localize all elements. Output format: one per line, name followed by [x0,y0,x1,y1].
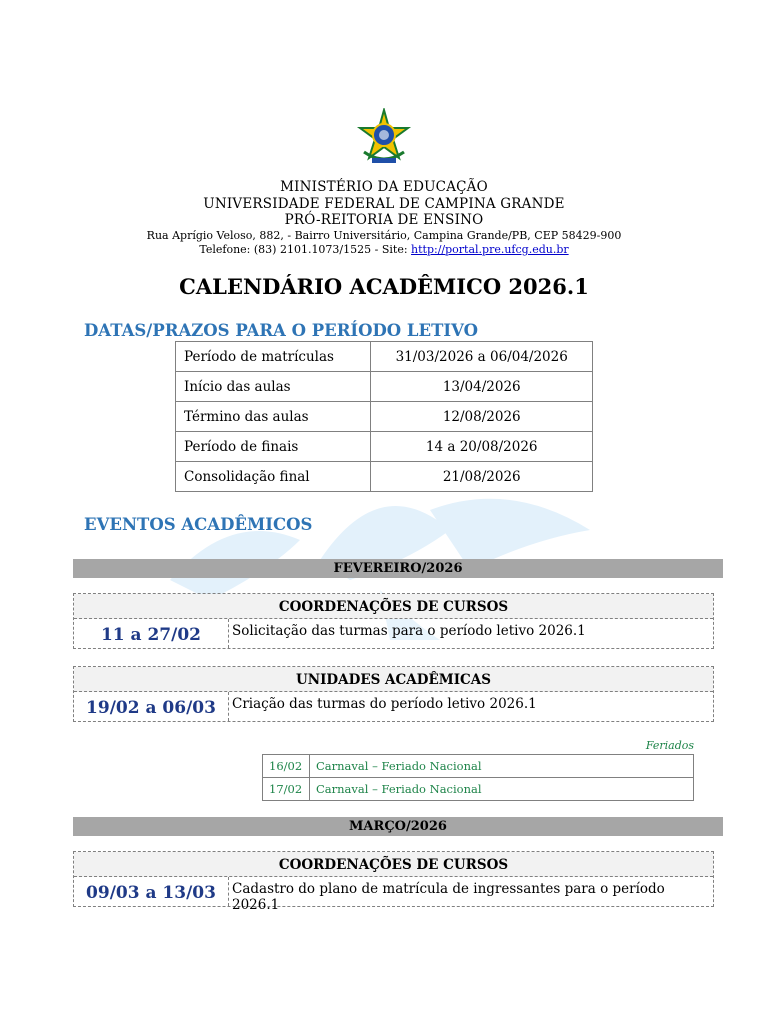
event-block [73,851,714,913]
date-label: Início das aulas [176,372,371,402]
holidays-label: Feriados [645,739,694,752]
month-bar-march: MARÇO/2026 [73,817,723,836]
event-date: 19/02 a 06/03 [74,692,229,721]
phone-text: Telefone: (83) 2101.1073/1525 - Site: [199,243,412,256]
page-title: CALENDÁRIO ACADÊMICO 2026.1 [179,274,589,299]
date-value: 21/08/2026 [371,462,593,492]
event-date: 11 a 27/02 [74,619,229,648]
table-row [176,432,593,462]
event-row [74,692,713,721]
date-label: Término das aulas [176,402,371,432]
brazil-coat-of-arms-icon [354,108,414,168]
dates-table [175,341,593,492]
ministry-name: MINISTÉRIO DA EDUCAÇÃO [280,179,488,195]
table-row [263,755,694,778]
event-date: 09/03 a 13/03 [74,877,229,906]
table-row [176,342,593,372]
event-description: Criação das turmas do período letivo 2026.1 [232,696,537,712]
university-name: UNIVERSIDADE FEDERAL DE CAMPINA GRANDE [203,196,565,212]
date-value: 13/04/2026 [371,372,593,402]
event-block [73,593,714,649]
event-row [74,877,713,913]
date-value: 31/03/2026 a 06/04/2026 [371,342,593,372]
event-row [74,619,713,648]
event-group-title: COORDENAÇÕES DE CURSOS [74,852,713,877]
holidays-table [262,754,694,801]
date-label: Período de matrículas [176,342,371,372]
month-bar-february: FEVEREIRO/2026 [73,559,723,578]
date-value: 12/08/2026 [371,402,593,432]
date-label: Consolidação final [176,462,371,492]
event-group-title: UNIDADES ACADÊMICAS [74,667,713,692]
event-group-title: COORDENAÇÕES DE CURSOS [74,594,713,619]
events-heading: EVENTOS ACADÊMICOS [84,515,313,534]
date-label: Período de finais [176,432,371,462]
holiday-date: 17/02 [263,778,310,801]
office-name: PRÓ-REITORIA DE ENSINO [284,212,484,228]
event-description: Cadastro do plano de matrícula de ingressantes para o período 2026.1 [232,881,665,913]
dates-section-heading: DATAS/PRAZOS PARA O PERÍODO LETIVO [84,321,478,340]
event-description: Solicitação das turmas para o período letivo 2026.1 [232,623,586,639]
table-row [176,372,593,402]
holiday-date: 16/02 [263,755,310,778]
site-link[interactable]: http://portal.pre.ufcg.edu.br [411,243,569,256]
table-row [176,462,593,492]
table-row [263,778,694,801]
address: Rua Aprígio Veloso, 882, - Bairro Universitário, Campina Grande/PB, CEP 58429-900 [146,229,622,242]
holiday-name: Carnaval – Feriado Nacional [310,778,694,801]
date-value: 14 a 20/08/2026 [371,432,593,462]
contact-line [0,243,768,257]
holiday-name: Carnaval – Feriado Nacional [310,755,694,778]
event-block [73,666,714,722]
table-row [176,402,593,432]
